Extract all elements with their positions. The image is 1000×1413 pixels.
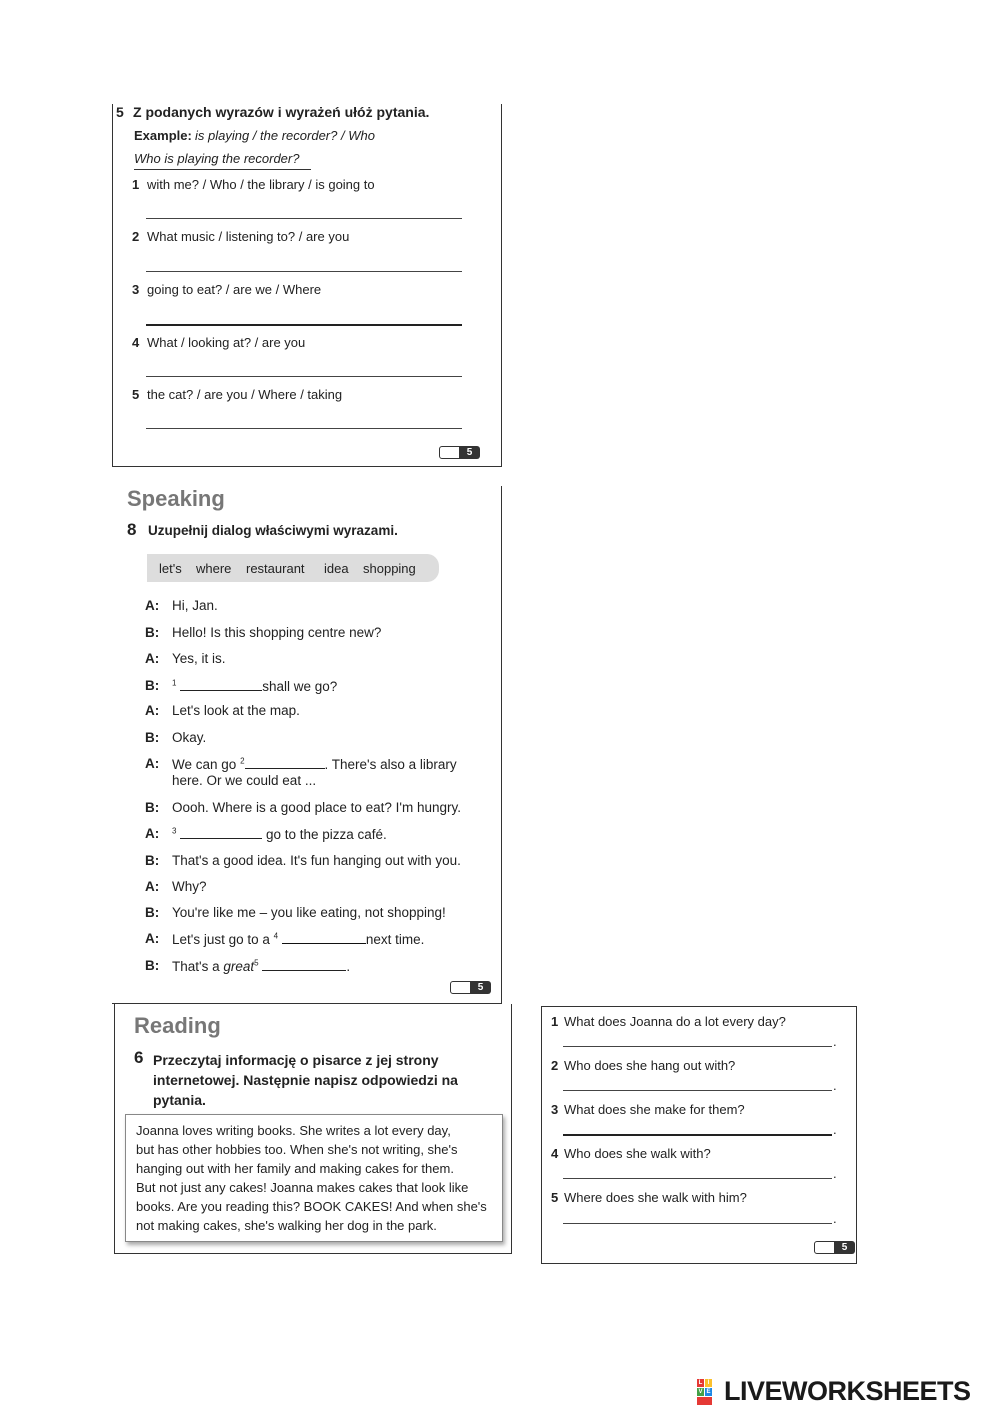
item-prompt: going to eat? / are we / Where [147,282,322,297]
answer-line[interactable] [146,218,462,219]
dialogue-line: Yes, it is. [172,651,226,666]
question-text: What does she make for them? [564,1102,745,1117]
end-mark: . [833,1122,837,1137]
dialogue-line: You're like me – you like eating, not shopping! [172,905,446,920]
speaker-label: A: [145,651,160,666]
reading-text-line: books. Are you reading this? BOOK CAKES! And when she's [136,1199,487,1214]
instruction-line: Przeczytaj informację o pisarce z jej strony [153,1052,439,1068]
gap-blank-4[interactable] [282,931,366,944]
dialogue-line: Why? [172,879,207,894]
answer-line[interactable] [146,376,462,377]
speaker-label: A: [145,826,160,841]
question-text: Who does she hang out with? [564,1058,736,1073]
reading-text-line: But not just any cakes! Joanna makes cakes that look like [136,1180,469,1195]
reading-text-box [125,1114,503,1242]
logo-letter: E [706,1389,711,1395]
gap-number: 5 [254,958,259,968]
word-bank [147,554,439,582]
question-number: 5 [551,1190,559,1205]
speaker-label: B: [145,800,160,815]
speaker-label: A: [145,756,160,771]
speaker-label: A: [145,598,160,613]
gap-blank-3[interactable] [180,826,262,839]
end-mark: . [833,1166,837,1181]
score-max: 5 [459,446,480,459]
exercise-instruction: Z podanych wyrazów i wyrażeń ułóż pytania. [133,104,430,120]
speaking-panel [112,486,502,1004]
score-badge [814,1241,856,1254]
answer-line[interactable] [563,1046,832,1047]
dialogue-text-italic: great [223,959,255,974]
score-input-box[interactable] [450,981,472,994]
gap-number: 2 [240,756,245,766]
instruction-line: internetowej. Następnie napisz odpowiedzi na [153,1072,458,1088]
score-max: 5 [834,1241,855,1254]
item-number: 1 [132,177,140,192]
dialogue-line: Hello! Is this shopping centre new? [172,625,382,640]
word-bank-item: let's [159,561,182,576]
answer-line[interactable] [563,1178,832,1179]
item-prompt: What / looking at? / are you [147,335,306,350]
dialogue-line [172,678,337,694]
example-answer: Who is playing the recorder? [134,151,300,166]
question-text: Where does she walk with him? [564,1190,747,1205]
gap-blank-2[interactable] [245,756,325,769]
speaker-label: A: [145,703,160,718]
end-mark: . [833,1078,837,1093]
score-badge [439,446,481,459]
reading-text-line: hanging out with her family and making cakes for them. [136,1161,454,1176]
exercise-number: 5 [116,104,124,120]
dialogue-text: . [346,959,351,974]
speaker-label: A: [145,879,160,894]
gap-blank-5[interactable] [262,958,346,971]
example-prompt: is playing / the recorder? / Who [195,128,375,143]
dialogue-line [172,958,350,974]
item-number: 2 [132,229,140,244]
speaker-label: B: [145,678,160,693]
gap-number: 3 [172,826,177,836]
item-number: 5 [132,387,140,402]
dialogue-line: Okay. [172,730,207,745]
dialogue-line [172,826,387,842]
reading-text-line: Joanna loves writing books. She writes a lot every day, [136,1123,451,1138]
score-input-box[interactable] [439,446,461,459]
gap-number: 4 [273,931,279,941]
exercise-5-panel [112,104,502,467]
dialogue-text: shall we go? [262,679,338,694]
logo-text: LIVEWORKSHEETS [724,1376,971,1406]
section-heading: Reading [134,1013,221,1038]
question-number: 1 [551,1014,559,1029]
speaker-label: B: [145,625,160,640]
dialogue-line [172,756,457,772]
dialogue-text: . There's also a library [324,757,457,772]
logo-letter: L [698,1380,703,1386]
example-label: Example: [134,128,192,143]
question-text: What does Joanna do a lot every day? [564,1014,786,1029]
speaker-label: B: [145,958,160,973]
question-number: 2 [551,1058,559,1073]
gap-blank-1[interactable] [180,678,262,691]
word-bank-item: restaurant [246,561,305,576]
speaker-label: B: [145,730,160,745]
answer-line[interactable] [563,1134,832,1136]
answer-line[interactable] [563,1090,832,1091]
dialogue-text: next time. [365,932,425,947]
section-heading: Speaking [127,486,225,511]
dialogue-line: Oooh. Where is a good place to eat? I'm hungry. [172,800,461,815]
item-prompt: the cat? / are you / Where / taking [147,387,343,402]
dialogue-line: Let's look at the map. [172,703,300,718]
score-badge [450,981,492,994]
reading-panel [114,1004,512,1254]
exercise-number: 6 [134,1048,144,1067]
answer-line[interactable] [146,428,462,429]
answer-line[interactable] [563,1223,832,1224]
item-number: 3 [132,282,140,297]
dialogue-line: Hi, Jan. [172,598,218,613]
example-underline [134,169,311,170]
question-text: Who does she walk with? [564,1146,711,1161]
word-bank-item: idea [324,561,349,576]
dialogue-line [172,931,424,947]
score-input-box[interactable] [814,1241,836,1254]
dialogue-text: We can go [172,757,237,772]
reading-text-line: but has other hobbies too. When she's not writing, she's [136,1142,458,1157]
logo-letter: V [698,1389,703,1395]
dialogue-text: go to the pizza café. [265,827,387,842]
question-number: 3 [551,1102,559,1117]
exercise-instruction: Uzupełnij dialog właściwymi wyrazami. [148,523,398,538]
dialogue-line-continued: here. Or we could eat ... [172,773,317,788]
word-bank-item: shopping [363,561,416,576]
reading-text-line: not making cakes, she's walking her dog in the park. [136,1218,437,1233]
speaker-label: A: [145,931,160,946]
score-max: 5 [470,981,491,994]
questions-panel [541,1006,857,1264]
instruction-line: pytania. [153,1092,206,1108]
answer-line[interactable] [146,324,462,326]
answer-line[interactable] [146,271,462,272]
dialogue-text: Let's just go to a [172,932,270,947]
speaker-label: B: [145,853,160,868]
word-bank-item: where [196,561,232,576]
dialogue-text: That's a [172,959,220,974]
item-prompt: with me? / Who / the library / is going to [147,177,375,192]
question-number: 4 [551,1146,559,1161]
item-prompt: What music / listening to? / are you [147,229,350,244]
speaker-label: B: [145,905,160,920]
end-mark: . [833,1034,837,1049]
end-mark: . [833,1211,837,1226]
logo-bar [697,1397,712,1405]
logo-icon [697,1379,721,1407]
logo-letter: I [705,1379,712,1387]
exercise-number: 8 [127,520,137,539]
item-number: 4 [132,335,140,350]
gap-number: 1 [172,678,177,688]
dialogue-line: That's a good idea. It's fun hanging out with you. [172,853,461,868]
